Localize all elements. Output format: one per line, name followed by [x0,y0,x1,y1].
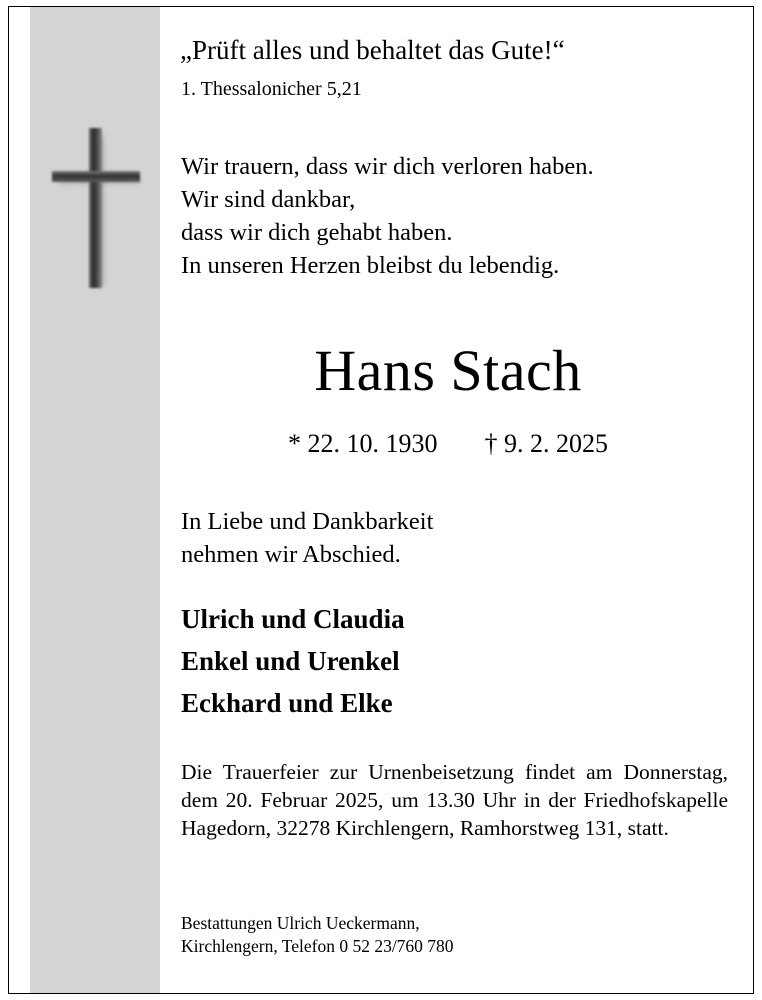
family-line: Eckhard und Elke [181,688,393,718]
farewell-text [181,505,433,571]
deceased-name: Hans Stach [314,338,582,403]
family-line: Enkel und Urenkel [181,646,400,676]
undertaker-line: Kirchlengern, Telefon 0 52 23/760 780 [181,936,454,956]
memorial-verse-line: Wir sind dankbar, [181,186,356,213]
undertaker-info [181,912,454,958]
bible-quote-reference: 1. Thessalonicher 5,21 [181,78,362,100]
birth-date: * 22. 10. 1930 [288,429,438,458]
cross-horizontal-bar [52,171,140,182]
farewell-line: nehmen wir Abschied. [181,541,401,568]
undertaker-line: Bestattungen Ulrich Ueckermann, [181,913,420,933]
memorial-verse-line: dass wir dich gehabt haben. [181,219,453,246]
funeral-service-details: Die Trauerfeier zur Urnenbeisetzung findet am Donnerstag, dem 20. Februar 2025, um 13.30 Uhr in der Friedhofskapelle Hagedorn, 32278 Kirchlengern, Ramhorstweg 131, statt. [181,760,728,840]
life-dates [180,428,716,460]
farewell-line: In Liebe und Dankbarkeit [181,508,434,535]
cross-icon [45,128,145,288]
family-members [181,598,405,724]
family-line: Ulrich und Claudia [181,604,405,634]
death-date: † 9. 2. 2025 [484,429,608,458]
memorial-verse-line: In unseren Herzen bleibst du lebendig. [181,252,560,279]
cross-vertical-bar [89,128,102,288]
memorial-verse-line: Wir trauern, dass wir dich verloren haben. [181,153,594,180]
bible-quote: „Prüft alles und behaltet das Gute!“ [180,35,565,65]
notice-content [180,0,738,1000]
memorial-verse [181,150,594,282]
